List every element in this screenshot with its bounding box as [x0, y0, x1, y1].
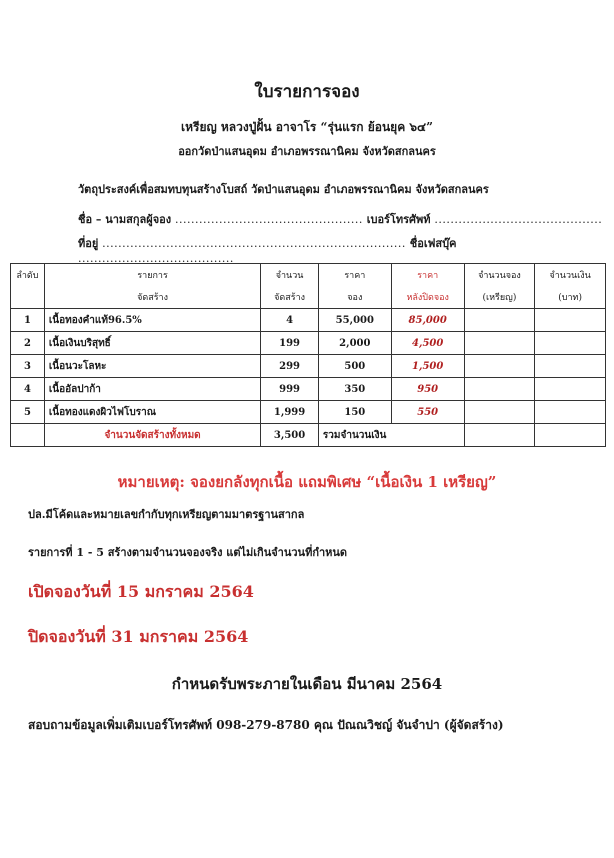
total-row — [11, 424, 606, 447]
contact-info: สอบถามข้อมูลเพิ่มเติมเบอร์โทรศัพท์ 098-279-8780 คุณ ปัณณวิชญ์ จันจำปา (ผู้จัดสร้าง) — [28, 718, 504, 732]
header-book-2: (เหรียญ) — [464, 286, 535, 309]
row-price: 150 — [318, 401, 391, 424]
header-item-2: จัดสร้าง — [44, 286, 260, 309]
table-row — [11, 332, 606, 355]
row-money-input[interactable] — [535, 355, 606, 378]
row-money-input[interactable] — [535, 401, 606, 424]
row-idx: 5 — [11, 401, 45, 424]
header-price-2: จอง — [318, 286, 391, 309]
header-money-2: (บาท) — [535, 286, 606, 309]
row-money-input[interactable] — [535, 309, 606, 332]
row-book-input[interactable] — [464, 401, 535, 424]
header-money: จำนวนเงิน — [535, 264, 606, 287]
facebook-field[interactable]: ....................................... — [78, 252, 234, 265]
header-idx-2 — [11, 286, 45, 309]
remark: หมายเหตุ: จองยกลังทุกเนื้อ แถมพิเศษ “เนื้อเงิน 1 เหรียญ” — [117, 473, 497, 491]
facebook-label: ชื่อเฟสบุ๊ค — [409, 237, 457, 250]
header-qty: จำนวน — [261, 264, 319, 287]
header-qty-2: จัดสร้าง — [261, 286, 319, 309]
facebook-gap — [460, 237, 475, 250]
row-qty: 299 — [261, 355, 319, 378]
total-money-label: รวมจำนวนเงิน — [318, 424, 464, 447]
name-field[interactable]: ............................................... — [175, 213, 363, 226]
table-row — [11, 355, 606, 378]
row-idx: 4 — [11, 378, 45, 401]
issuer: ออกวัดป่าแสนอุดม อำเภอพรรณานิคม จังหวัดสกลนคร — [178, 145, 436, 158]
row-money-input[interactable] — [535, 378, 606, 401]
row-name: เนื้อทองคำแท้96.5% — [44, 309, 260, 332]
row-after-price: 85,000 — [391, 309, 464, 332]
row-after-price: 4,500 — [391, 332, 464, 355]
name-label: ชื่อ – นามสกุลผู้จอง — [78, 213, 172, 226]
row-name: เนื้อเงินบริสุทธิ์ — [44, 332, 260, 355]
row-name: เนื้อนวะโลหะ — [44, 355, 260, 378]
row-qty: 199 — [261, 332, 319, 355]
phone-field[interactable]: .......................................... — [434, 213, 603, 226]
row-money-input[interactable] — [535, 332, 606, 355]
note-production: รายการที่ 1 - 5 สร้างตามจำนวนจองจริง แต่ไม่เกินจำนวนที่กำหนด — [28, 546, 348, 559]
row-price: 500 — [318, 355, 391, 378]
name-phone-line — [78, 210, 602, 228]
row-name: เนื้อทองแดงผิวไฟโบราณ — [44, 401, 260, 424]
coin-name: เหรียญ หลวงปู่ฝั้น อาจาโร “รุ่นแรก ย้อนยุค ๖๔” — [180, 120, 434, 134]
row-qty: 1,999 — [261, 401, 319, 424]
row-book-input[interactable] — [464, 332, 535, 355]
header-after-2: หลังปิดจอง — [391, 286, 464, 309]
address-field[interactable]: ............................................................................ — [102, 237, 406, 250]
close-date: ปิดจองวันที่ 31 มกราคม 2564 — [28, 627, 249, 646]
row-idx: 2 — [11, 332, 45, 355]
row-after-price: 1,500 — [391, 355, 464, 378]
row-idx: 3 — [11, 355, 45, 378]
total-money-input[interactable] — [535, 424, 606, 447]
total-book-input[interactable] — [464, 424, 535, 447]
address-label: ที่อยู่ — [78, 237, 99, 250]
row-qty: 4 — [261, 309, 319, 332]
row-after-price: 950 — [391, 378, 464, 401]
header-idx: ลำดับ — [11, 264, 45, 287]
purpose: วัตถุประสงค์เพื่อสมทบทุนสร้างโบสถ์ วัดป่าแสนอุดม อำเภอพรรณานิคม จังหวัดสกลนคร — [78, 183, 489, 196]
row-idx: 1 — [11, 309, 45, 332]
header-price: ราคา — [318, 264, 391, 287]
total-qty: 3,500 — [261, 424, 319, 447]
table-row — [11, 378, 606, 401]
order-table — [10, 263, 606, 447]
row-price: 350 — [318, 378, 391, 401]
open-date: เปิดจองวันที่ 15 มกราคม 2564 — [28, 582, 254, 601]
row-after-price: 550 — [391, 401, 464, 424]
header-item: รายการ — [44, 264, 260, 287]
row-price: 55,000 — [318, 309, 391, 332]
table-row — [11, 309, 606, 332]
note-code: ปล.มีโค้ดและหมายเลขกำกับทุกเหรียญตามมาตรฐานสากล — [28, 508, 305, 521]
row-qty: 999 — [261, 378, 319, 401]
row-price: 2,000 — [318, 332, 391, 355]
header-after: ราคา — [391, 264, 464, 287]
total-idx-blank — [11, 424, 45, 447]
row-name: เนื้ออัลปาก้า — [44, 378, 260, 401]
phone-label: เบอร์โทรศัพท์ — [366, 213, 431, 226]
address-facebook-line — [78, 234, 614, 265]
total-label: จำนวนจัดสร้างทั้งหมด — [44, 424, 260, 447]
table-row — [11, 401, 606, 424]
page-title: ใบรายการจอง — [254, 82, 360, 102]
header-book: จำนวนจอง — [464, 264, 535, 287]
row-book-input[interactable] — [464, 355, 535, 378]
receive-date: กำหนดรับพระภายในเดือน มีนาคม 2564 — [171, 675, 443, 693]
row-book-input[interactable] — [464, 378, 535, 401]
row-book-input[interactable] — [464, 309, 535, 332]
